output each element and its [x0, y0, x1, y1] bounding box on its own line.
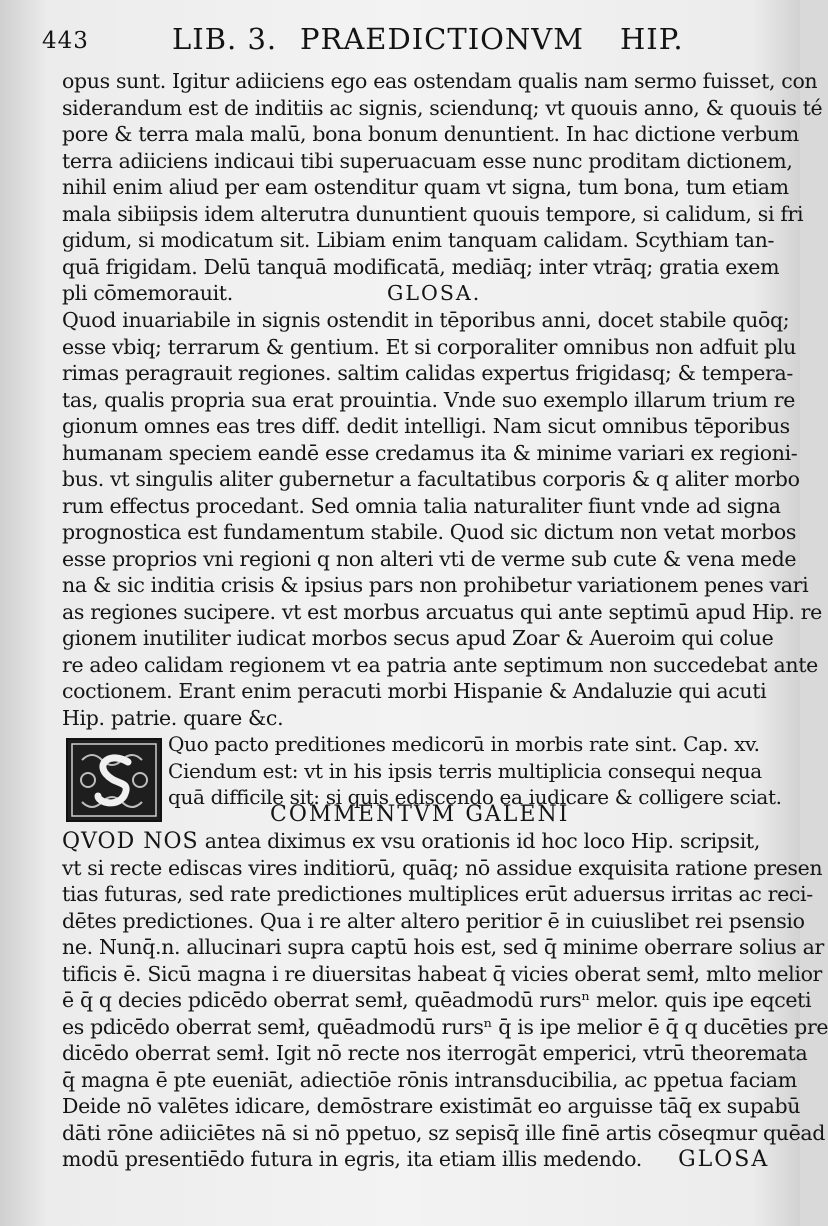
- text-line: mala sibiipsis idem alterutra dununtient quouis tempore, si calidum, si fri: [62, 201, 804, 226]
- text-line: quā frigidam. Delū tanquā modificatā, mediāq; inter vtrāq; gratia exem: [62, 254, 780, 279]
- text-line: bus. vt singulis aliter gubernetur a facultatibus corporis & q aliter morbo: [62, 467, 800, 491]
- text-line: re adeo calidam regionem vt ea patria ante septimum non succedebat ante: [62, 652, 818, 677]
- text-line-end: pli cōmemorauit.: [62, 281, 233, 305]
- text-line: opus sunt. Igitur adiiciens ego eas ostendam qualis nam sermo fuisset, con: [62, 69, 818, 93]
- text-line: gionum omnes eas tres diff. dedit intelligi. Nam sicut omnibus tēporibus: [62, 414, 790, 438]
- chapter-heading: [168, 731, 782, 811]
- commentary-heading-block: [62, 802, 742, 829]
- text-line: gidum, si modicatum sit. Libiam enim tanquam calidam. Scythiam tan-: [62, 228, 775, 252]
- text-block-2: [62, 307, 822, 731]
- lemma-line: quā difficile sit: si quis ediscendo ea iudicare & colligere sciat.: [168, 785, 782, 809]
- text-line: Deide nō valētes idicare, demōstrare existimāt eo arguisse tāq̄ ex supabū: [62, 1094, 801, 1118]
- text-line: esse vbiq; terrarum & gentium. Et si corporaliter omnibus non adfuit plu: [62, 334, 796, 359]
- text-line: siderandum est de inditiis ac signis, sciendunq; vt quouis anno, & quouis té: [62, 95, 823, 120]
- text-block-1: [62, 68, 823, 307]
- text-line: rum effectus procedant. Sed omnia talia naturaliter fiunt vnde ad signa: [62, 493, 781, 518]
- chapter-title: Quo pacto preditiones medicorū in morbis rate sint. Cap. xv.: [168, 732, 760, 756]
- text-line: terra adiiciens indicaui tibi superuacuam esse nunc proditam dictionem,: [62, 148, 793, 173]
- text-line: na & sic inditia crisis & ipsius pars non prohibetur variationem penes vari: [62, 573, 809, 597]
- text-line: [62, 828, 760, 855]
- text-line: ne. Nunq̄.n. allucinari supra captū hois est, sed q̄ minime oberrare solius ar: [62, 935, 824, 959]
- text-line: rimas peragrauit regiones. saltim calidas expertus frigidasq; & tempera-: [62, 361, 793, 385]
- text-line: tas, qualis propria sua erat prouintia. Vnde suo exemplo illarum trium re: [62, 387, 795, 412]
- text-line-end: modū presentiēdo futura in egris, ita etiam illis medendo.: [62, 1147, 642, 1171]
- text-line: dicēdo oberrat semł. Igit nō recte nos iterrogāt emperici, vtrū theoremata: [62, 1041, 808, 1065]
- text-line: esse proprios vni regioni q non alteri vti de verme sub cute & vena mede: [62, 546, 797, 571]
- text-line: coctionem. Erant enim peracuti morbi Hispanie & Andaluzie qui acuti: [62, 679, 767, 703]
- page-number: 443: [42, 28, 89, 54]
- text-line: ē q̄ q decies pdicēdo oberrat semł, quēadmodū rursⁿ melor. quis ipe eqceti: [62, 988, 812, 1012]
- opening-caps: QVOD NOS: [62, 829, 199, 854]
- text-line: [62, 280, 742, 307]
- glosa-heading: GLOSA.: [387, 281, 482, 305]
- running-title: PRAEDICTIONVM: [300, 22, 584, 56]
- text-line: [62, 1146, 770, 1173]
- text-line: gionem inutiliter iudicat morbos secus apud Zoar & Aueroim qui colue: [62, 626, 774, 650]
- book-number: LIB. 3.: [172, 22, 278, 56]
- text-line: Quod inuariabile in signis ostendit in tēporibus anni, docet stabile quōq;: [62, 308, 790, 332]
- text-line-rest: antea diximus ex vsu orationis id hoc loco Hip. scripsit,: [198, 829, 760, 853]
- text-line: dētes predictiones. Qua i re alter altero peritior ē in cuiuslibet rei psensio: [62, 908, 805, 933]
- running-head: [42, 22, 762, 62]
- author-abbrev: HIP.: [620, 22, 684, 56]
- glosa-heading: GLOSA: [678, 1147, 770, 1172]
- text-line: nihil enim aliud per eam ostenditur quam vt signa, tum bona, tum etiam: [62, 175, 789, 199]
- text-block-3: [62, 828, 828, 1173]
- text-line: prognostica est fundamentum stabile. Quod sic dictum non vetat morbos: [62, 520, 796, 544]
- lemma-line: Ciendum est: vt in his ipsis terris multiplicia consequi nequa: [168, 758, 762, 783]
- text-line: dāti rōne adiiciētes nā si nō ppetuo, sz sepisq̄ ille finē artis cōseqmur quēad: [62, 1120, 826, 1145]
- commentary-heading: COMMENTVM GALENI: [270, 802, 570, 827]
- text-line: pore & terra mala malū, bona bonum denuntient. In hac dictione verbum: [62, 122, 799, 146]
- text-line: tias futuras, sed rate predictiones multiplices erūt aduersus irritas ac reci-: [62, 882, 813, 906]
- text-line: tificis ē. Sicū magna i re diuersitas habeat q̄ vicies oberat semł, mlto melior: [62, 961, 823, 986]
- text-line: humanam speciem eandē esse credamus ita & minime variari ex regioni-: [62, 440, 798, 465]
- text-line: as regiones sucipere. vt est morbus arcuatus qui ante septimū apud Hip. re: [62, 599, 822, 624]
- text-line: vt si recte ediscas vires inditiorū, quāq; nō assidue exquisita ratione presen: [62, 855, 823, 880]
- text-line: q̄ magna ē pte eueniāt, adiectiōe rōnis intransducibilia, ac ppetua faciam: [62, 1067, 797, 1092]
- text-line: Hip. patrie. quare &c.: [62, 705, 284, 730]
- text-line: es pdicēdo oberrat semł, quēadmodū rursⁿ q̄ is ipe melior ē q̄ q ducēties pre: [62, 1014, 828, 1039]
